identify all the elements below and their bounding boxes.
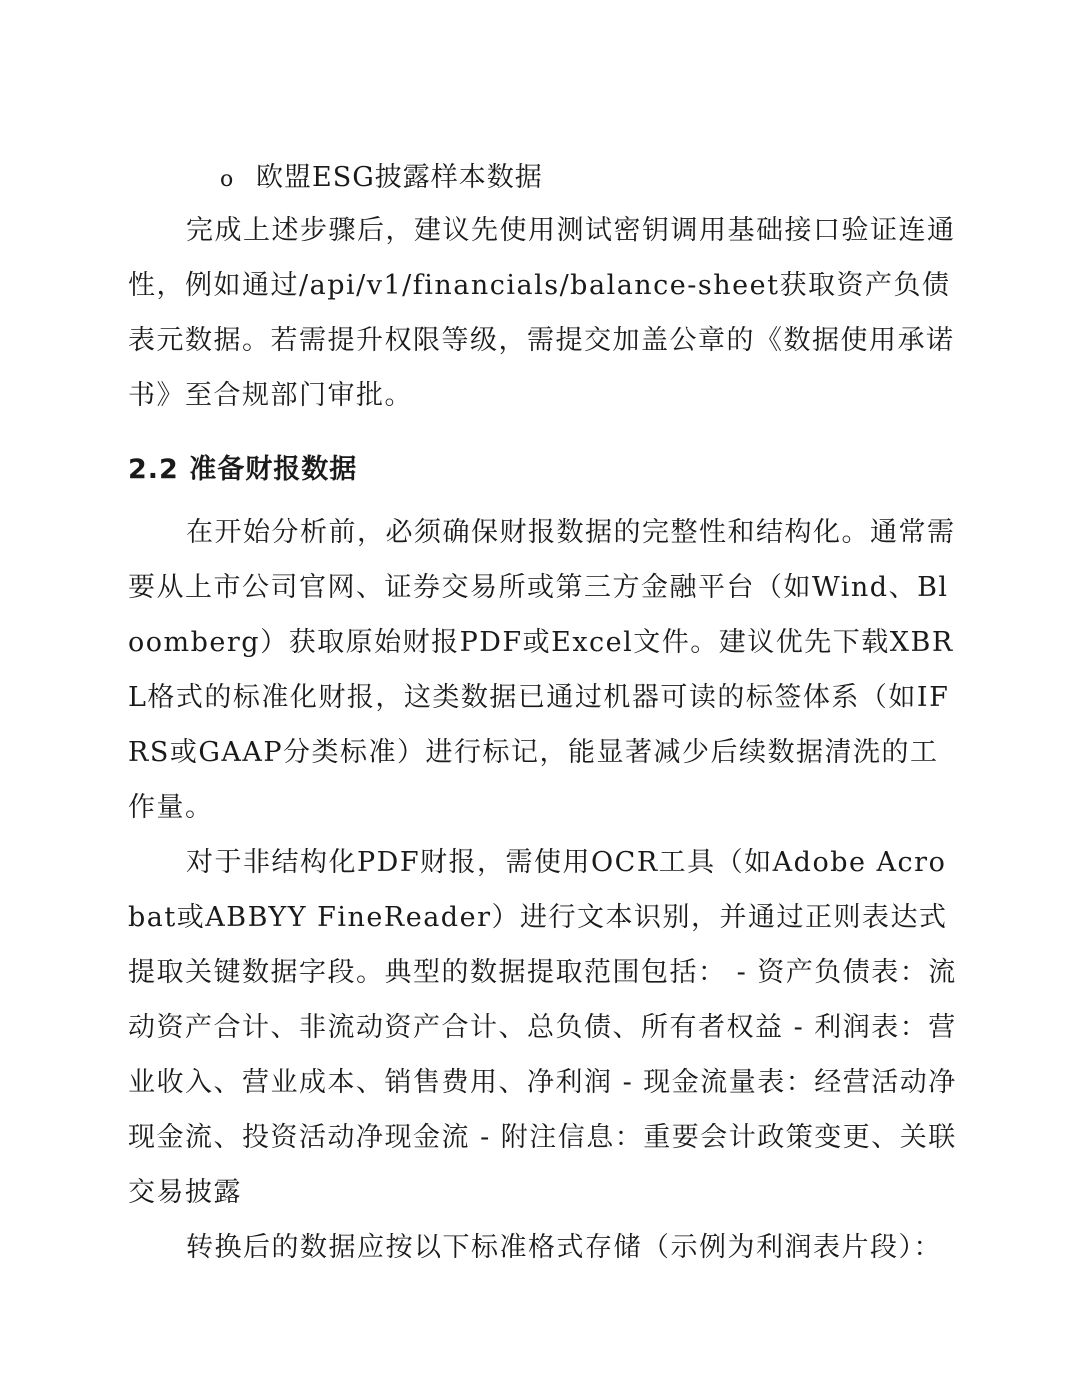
bullet-marker: o bbox=[220, 167, 235, 192]
paragraph-api-verification: 完成上述步骤后，建议先使用测试密钥调用基础接口验证连通性，例如通过/api/v1/financials/balance-sheet获取资产负债表元数据。若需提升权限等级，需提交加盖公章的《数据使用承诺书》至合规部门审批。 bbox=[128, 215, 956, 411]
paragraph-ocr-extraction: 对于非结构化PDF财报，需使用OCR工具（如Adobe Acrobat或ABBYY FineReader）进行文本识别，并通过正则表达式提取关键数据字段。典型的数据提取范围包括： - 资产负债表：流动资产合计、非流动资产合计、总负债、所有者权益 - 利润表：营业收入、营业成本、销售费用、净利润 - 现金流量表：经营活动净现金流、投资活动净现金流 - 附注信息：重要会计政策变更、关联交易披露 bbox=[128, 847, 957, 1208]
section-heading: 2.2 准备财报数据 bbox=[128, 454, 358, 485]
bullet-item bbox=[220, 158, 543, 200]
paragraph-storage-format: 转换后的数据应按以下标准格式存储（示例为利润表片段）： bbox=[186, 1232, 942, 1263]
bullet-text: 欧盟ESG披露样本数据 bbox=[256, 162, 543, 193]
paragraph-data-preparation: 在开始分析前，必须确保财报数据的完整性和结构化。通常需要从上市公司官网、证券交易所或第三方金融平台（如Wind、Bloomberg）获取原始财报PDF或Excel文件。建议优先下载XBRL格式的标准化财报，这类数据已通过机器可读的标签体系（如IFRS或GAAP分类标准）进行标记，能显著减少后续数据清洗的工作量。 bbox=[128, 517, 956, 823]
